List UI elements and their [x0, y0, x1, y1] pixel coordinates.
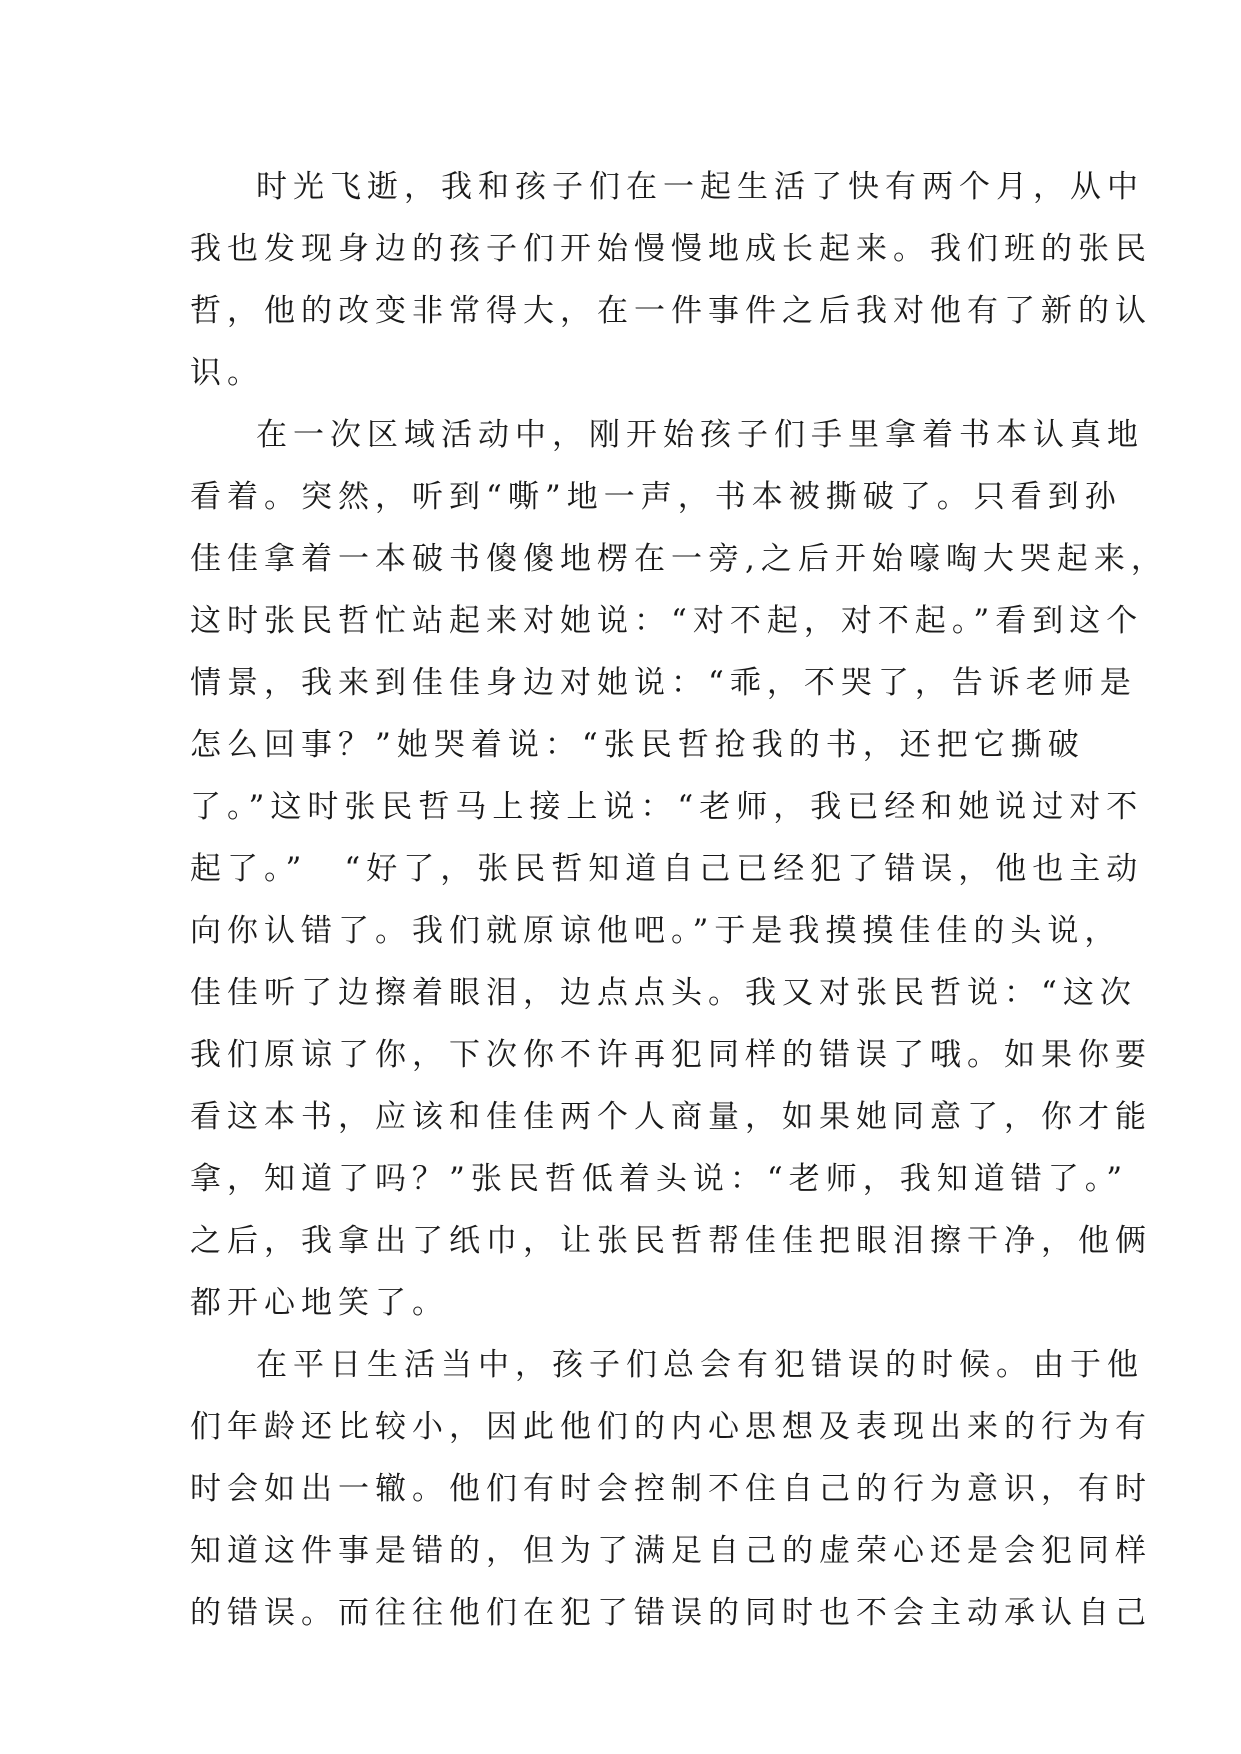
text-line: 知道这件事是错的，但为了满足自己的虚荣心还是会犯同样 [190, 1533, 1152, 1569]
text-line: 向你认错了。我们就原谅他吧。”于是我摸摸佳佳的头说， [190, 913, 1122, 949]
text-line: 怎么回事？”她哭着说：“张民哲抢我的书，还把它撕破 [190, 727, 1085, 763]
text-line: 都开心地笑了。 [190, 1285, 449, 1321]
text-line: 我们原谅了你，下次你不许再犯同样的错误了哦。如果你要 [190, 1037, 1152, 1073]
text-line: 情景，我来到佳佳身边对她说：“乖，不哭了，告诉老师是 [190, 665, 1137, 701]
text-line: 在一次区域活动中，刚开始孩子们手里拿着书本认真地 [256, 417, 1144, 453]
text-line: 时会如出一辙。他们有时会控制不住自己的行为意识，有时 [190, 1471, 1152, 1507]
text-line: 起了。” “好了，张民哲知道自己已经犯了错误，他也主动 [190, 851, 1144, 887]
document-body [190, 156, 1168, 1644]
text-line: 之后，我拿出了纸巾，让张民哲帮佳佳把眼泪擦干净，他俩 [190, 1223, 1152, 1259]
text-line: 的错误。而往往他们在犯了错误的同时也不会主动承认自己 [190, 1595, 1152, 1631]
text-line: 看着。突然，听到“嘶”地一声，书本被撕破了。只看到孙 [190, 479, 1122, 515]
text-line: 时光飞逝，我和孩子们在一起生活了快有两个月，从中 [256, 169, 1144, 205]
text-line: 哲，他的改变非常得大，在一件事件之后我对他有了新的认 [190, 293, 1152, 329]
text-line: 了。”这时张民哲马上接上说：“老师，我已经和她说过对不 [190, 789, 1144, 825]
text-line: 这时张民哲忙站起来对她说：“对不起，对不起。”看到这个 [190, 603, 1144, 639]
text-line: 拿，知道了吗？”张民哲低着头说：“老师，我知道错了。” [190, 1161, 1129, 1197]
paragraph-3 [190, 1334, 1152, 1644]
text-line: 佳佳听了边擦着眼泪，边点点头。我又对张民哲说：“这次 [190, 975, 1137, 1011]
paragraph-2 [190, 404, 1168, 1334]
paragraph-1 [190, 156, 1152, 404]
text-line: 在平日生活当中，孩子们总会有犯错误的时候。由于他 [256, 1347, 1144, 1383]
text-line: 佳佳拿着一本破书傻傻地楞在一旁,之后开始嚎啕大哭起来， [190, 541, 1168, 577]
text-line: 我也发现身边的孩子们开始慢慢地成长起来。我们班的张民 [190, 231, 1152, 267]
text-line: 看这本书，应该和佳佳两个人商量，如果她同意了，你才能 [190, 1099, 1152, 1135]
text-line: 识。 [190, 355, 264, 391]
text-line: 们年龄还比较小，因此他们的内心思想及表现出来的行为有 [190, 1409, 1152, 1445]
